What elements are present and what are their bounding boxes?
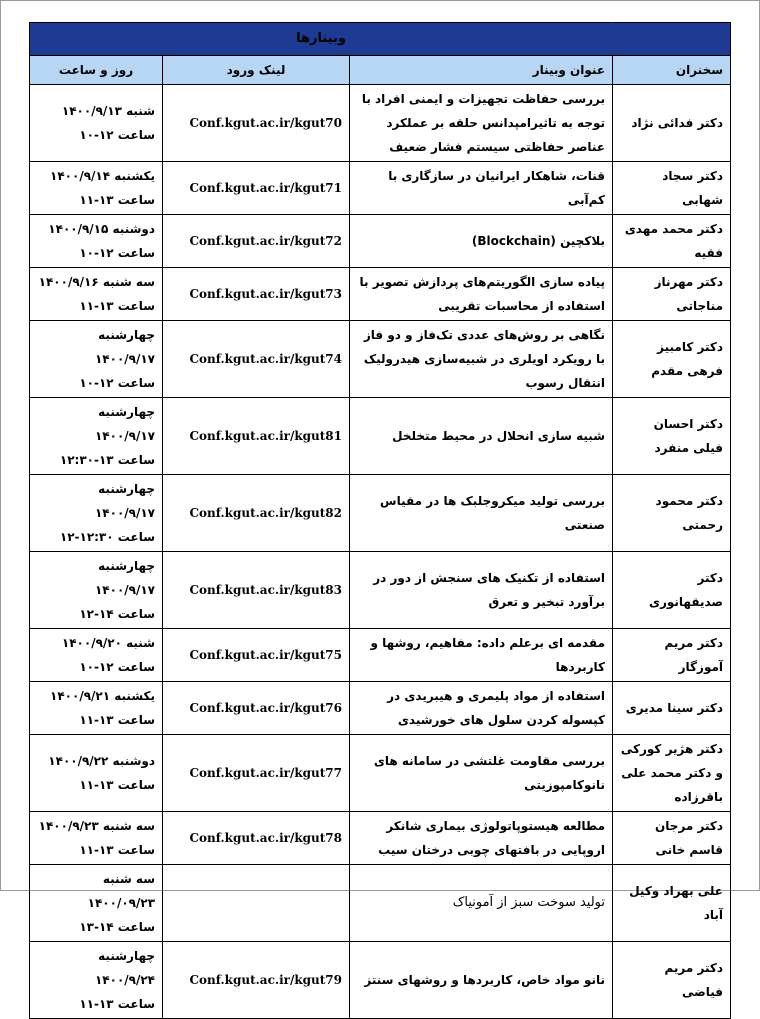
header-link: لینک ورود xyxy=(163,56,350,85)
speaker-cell: دکتر سینا مدیری xyxy=(613,682,731,735)
day-text: سه شنبه ۱۴۰۰/۹/۲۳ xyxy=(38,819,156,833)
speaker-cell: دکتر مریم فیاضی xyxy=(613,942,731,1019)
header-time: روز و ساعت xyxy=(30,56,163,85)
webinar-title-cell: نانو مواد خاص، کاربردها و روشهای سنتز xyxy=(350,942,613,1019)
webinar-title-cell: مقدمه ای برعلم داده: مفاهیم، روشها و کاربردها xyxy=(350,629,613,682)
webinar-title-cell: قنات، شاهکار ایرانیان در سازگاری با کم‌آبی xyxy=(350,162,613,215)
day-text: چهارشنبه ۱۴۰۰/۹/۱۷ xyxy=(94,328,156,366)
join-link[interactable]: Conf.kgut.ac.ir/kgut75 xyxy=(163,629,350,682)
webinar-title-cell: بررسی تولید میکروجلبک ها در مقیاس صنعتی xyxy=(350,475,613,552)
day-text: سه شنبه ۱۴۰۰/۰۹/۲۳ xyxy=(87,872,156,910)
hour-text: ساعت ۱۳-۱۱ xyxy=(79,299,156,313)
webinar-title-cell: تولید سوخت سبز از آمونیاک xyxy=(350,865,613,942)
day-text: چهارشنبه ۱۴۰۰/۹/۱۷ xyxy=(94,482,156,520)
hour-text: ساعت ۱۳-۱۱ xyxy=(79,778,156,792)
table-row xyxy=(30,268,731,321)
time-cell xyxy=(30,812,163,865)
join-link xyxy=(163,865,350,942)
table-row xyxy=(30,812,731,865)
table-row xyxy=(30,942,731,1019)
join-link[interactable]: Conf.kgut.ac.ir/kgut72 xyxy=(163,215,350,268)
time-cell xyxy=(30,865,163,942)
time-cell xyxy=(30,475,163,552)
webinar-title-cell: بلاکچین (Blockchain) xyxy=(350,215,613,268)
table-row xyxy=(30,475,731,552)
time-cell xyxy=(30,398,163,475)
speaker-cell: دکتر محمود رحمتی xyxy=(613,475,731,552)
hour-text: ساعت ۱۳-۱۲:۳۰ xyxy=(59,453,156,467)
webinar-title-cell: بررسی حفاظت تجهیزات و ایمنی افراد با توجه به تاثیرامپدانس حلقه بر عملکرد عناصر حفاظتی سیستم فشار ضعیف xyxy=(350,85,613,162)
title-row-spacer xyxy=(613,23,731,56)
time-cell xyxy=(30,682,163,735)
time-cell xyxy=(30,552,163,629)
webinars-table xyxy=(29,22,731,1019)
hour-text: ساعت ۱۳-۱۱ xyxy=(79,843,156,857)
join-link[interactable]: Conf.kgut.ac.ir/kgut76 xyxy=(163,682,350,735)
webinar-title-cell: شبیه سازی انحلال در محیط متخلخل xyxy=(350,398,613,475)
table-row xyxy=(30,865,731,942)
join-link[interactable]: Conf.kgut.ac.ir/kgut82 xyxy=(163,475,350,552)
day-text: سه شنبه ۱۴۰۰/۹/۱۶ xyxy=(38,275,156,289)
speaker-cell: دکتر کامبیز فرهی مقدم xyxy=(613,321,731,398)
time-cell xyxy=(30,215,163,268)
webinar-title-cell: استفاده از تکنیک های سنجش از دور در برآورد تبخیر و تعرق xyxy=(350,552,613,629)
join-link[interactable]: Conf.kgut.ac.ir/kgut83 xyxy=(163,552,350,629)
webinar-title-cell: مطالعه هیستوپاتولوژی بیماری شانکر اروپایی در بافتهای چوبی درختان سیب xyxy=(350,812,613,865)
webinar-title-cell: نگاهی بر روش‌های عددی تک‌فاز و دو فاز با رویکرد اویلری در شبیه‌سازی هیدرولیک انتقال رسوب xyxy=(350,321,613,398)
speaker-cell: دکتر مهرناز مناجاتی xyxy=(613,268,731,321)
speaker-cell: دکتر مریم آموزگار xyxy=(613,629,731,682)
time-cell xyxy=(30,735,163,812)
hour-text: ساعت ۱۲-۱۰ xyxy=(79,128,156,142)
day-text: چهارشنبه ۱۴۰۰/۹/۱۷ xyxy=(94,405,156,443)
speaker-cell: دکتر سجاد شهابی xyxy=(613,162,731,215)
table-row xyxy=(30,162,731,215)
table-row xyxy=(30,682,731,735)
speaker-cell: دکتر صدیقهانوری xyxy=(613,552,731,629)
day-text: شنبه ۱۴۰۰/۹/۱۳ xyxy=(61,104,156,118)
time-cell xyxy=(30,268,163,321)
hour-text: ساعت ۱۲:۳۰-۱۲ xyxy=(59,530,156,544)
webinar-title-cell: استفاده از مواد پلیمری و هیبریدی در کپسوله کردن سلول های خورشیدی xyxy=(350,682,613,735)
join-link[interactable]: Conf.kgut.ac.ir/kgut77 xyxy=(163,735,350,812)
day-text: دوشنبه ۱۴۰۰/۹/۲۲ xyxy=(48,754,156,768)
table-title: وبینارها xyxy=(30,23,613,56)
day-text: چهارشنبه ۱۴۰۰/۹/۱۷ xyxy=(94,559,156,597)
table-header-row xyxy=(30,56,731,85)
header-title: عنوان وبینار xyxy=(350,56,613,85)
table-title-row xyxy=(30,23,731,56)
speaker-cell: دکتر هژیر کورکی و دکتر محمد علی باقرزاده xyxy=(613,735,731,812)
hour-text: ساعت ۱۲-۱۰ xyxy=(79,660,156,674)
speaker-cell: دکتر احسان فیلی منفرد xyxy=(613,398,731,475)
hour-text: ساعت ۱۲-۱۰ xyxy=(79,376,156,390)
join-link[interactable]: Conf.kgut.ac.ir/kgut74 xyxy=(163,321,350,398)
day-text: یکشنبه ۱۴۰۰/۹/۲۱ xyxy=(50,689,156,703)
webinar-title-cell: بررسی مقاومت غلتشی در سامانه های نانوکامپوزیتی xyxy=(350,735,613,812)
table-row xyxy=(30,398,731,475)
day-text: شنبه ۱۴۰۰/۹/۲۰ xyxy=(61,636,156,650)
time-cell xyxy=(30,942,163,1019)
hour-text: ساعت ۱۳-۱۱ xyxy=(79,713,156,727)
speaker-cell: دکتر مرجان قاسم خانی xyxy=(613,812,731,865)
hour-text: ساعت ۱۳-۱۱ xyxy=(79,193,156,207)
webinar-title-cell: پیاده سازی الگوریتم‌های پردازش تصویر با استفاده از محاسبات تقریبی xyxy=(350,268,613,321)
day-text: چهارشنبه ۱۴۰۰/۹/۲۴ xyxy=(94,949,156,987)
join-link[interactable]: Conf.kgut.ac.ir/kgut73 xyxy=(163,268,350,321)
time-cell xyxy=(30,629,163,682)
hour-text: ساعت ۱۴-۱۳ xyxy=(79,920,156,934)
table-row xyxy=(30,85,731,162)
table-row xyxy=(30,552,731,629)
hour-text: ساعت ۱۴-۱۲ xyxy=(79,607,156,621)
time-cell xyxy=(30,321,163,398)
speaker-cell: دکتر فدائی نژاد xyxy=(613,85,731,162)
day-text: دوشنبه ۱۴۰۰/۹/۱۵ xyxy=(48,222,156,236)
speaker-cell: علی بهراد وکیل آباد xyxy=(613,865,731,942)
time-cell xyxy=(30,162,163,215)
time-cell xyxy=(30,85,163,162)
day-text: یکشنبه ۱۴۰۰/۹/۱۴ xyxy=(50,169,156,183)
speaker-cell: دکتر محمد مهدی فقیه xyxy=(613,215,731,268)
hour-text: ساعت ۱۲-۱۰ xyxy=(79,246,156,260)
table-row xyxy=(30,735,731,812)
join-link[interactable]: Conf.kgut.ac.ir/kgut79 xyxy=(163,942,350,1019)
table-row xyxy=(30,321,731,398)
join-link[interactable]: Conf.kgut.ac.ir/kgut78 xyxy=(163,812,350,865)
hour-text: ساعت ۱۳-۱۱ xyxy=(79,997,156,1011)
header-speaker: سخنران xyxy=(613,56,731,85)
join-link[interactable]: Conf.kgut.ac.ir/kgut71 xyxy=(163,162,350,215)
table-row xyxy=(30,629,731,682)
table-row xyxy=(30,215,731,268)
join-link[interactable]: Conf.kgut.ac.ir/kgut70 xyxy=(163,85,350,162)
join-link[interactable]: Conf.kgut.ac.ir/kgut81 xyxy=(163,398,350,475)
